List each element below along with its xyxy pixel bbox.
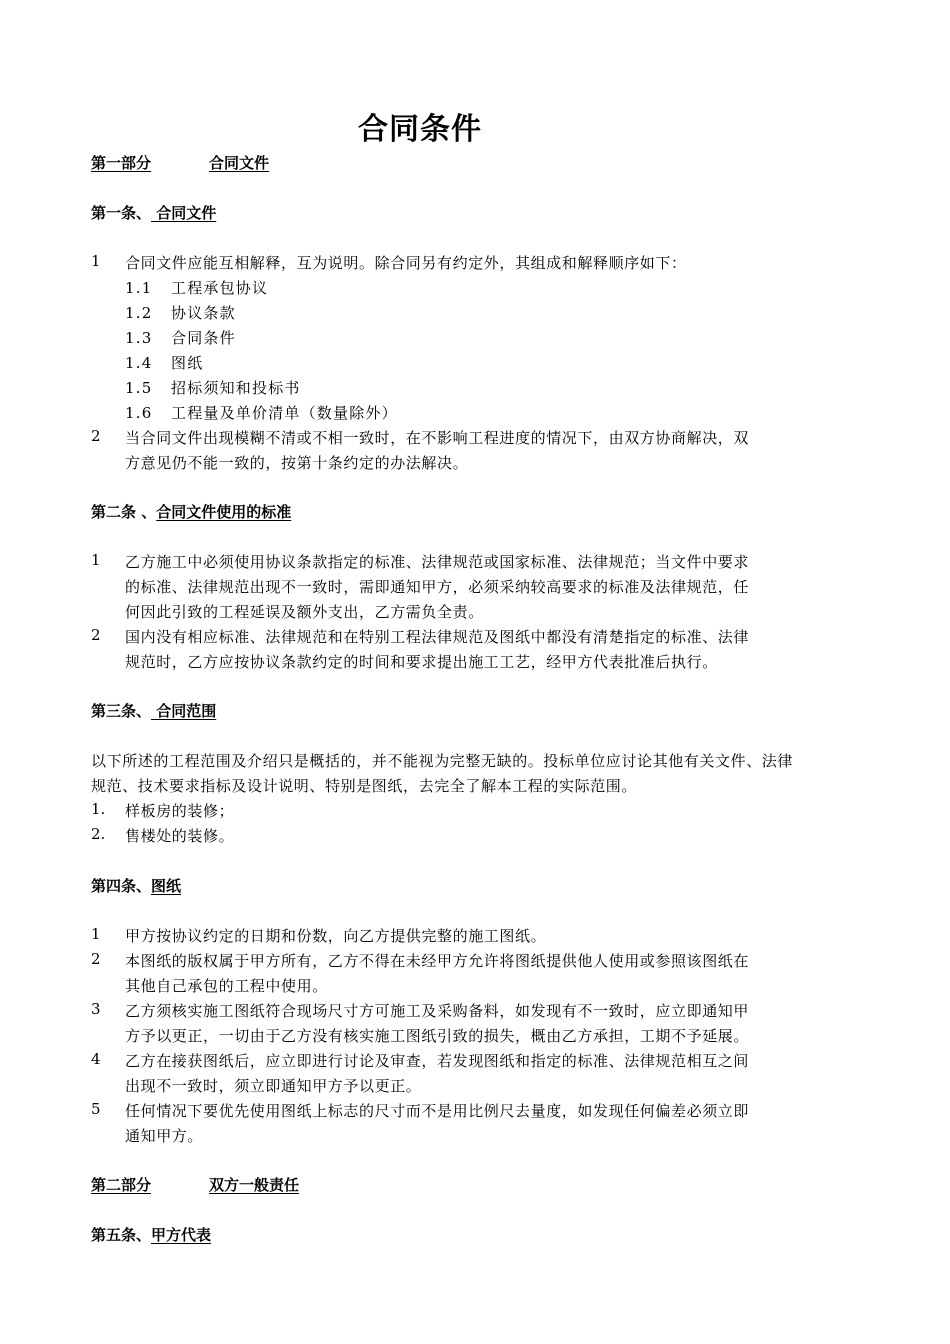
item-text: 样板房的装修； — [125, 802, 235, 820]
article-name: 甲方代表 — [151, 1226, 212, 1244]
article-heading — [91, 700, 216, 721]
item-number: 1 — [91, 925, 101, 943]
sub-item-number: 1.6 — [125, 404, 153, 422]
paragraph-line: 规范、技术要求指标及设计说明、特别是图纸，去完全了解本工程的实际范围。 — [91, 777, 638, 795]
sub-item-text: 合同条件 — [171, 329, 236, 347]
item-number: 4 — [91, 1050, 101, 1068]
item-text: 国内没有相应标准、法律规范和在特别工程法律规范及图纸中都没有清楚指定的标准、法律 — [125, 628, 750, 646]
item-number: 3 — [91, 1000, 101, 1018]
sub-item-text: 图纸 — [171, 354, 204, 372]
item-text: 乙方须核实施工图纸符合现场尺寸方可施工及采购备料，如发现有不一致时，应立即通知甲 — [125, 1002, 750, 1020]
item-text: 何因此引致的工程延误及额外支出，乙方需负全责。 — [125, 603, 484, 621]
sub-item-text: 工程量及单价清单（数量除外） — [171, 404, 398, 422]
sub-item-number: 1.1 — [125, 279, 153, 297]
item-number: 2 — [91, 626, 101, 644]
item-text: 其他自己承包的工程中使用。 — [125, 977, 328, 995]
article-heading — [91, 501, 291, 522]
sub-item-number: 1.3 — [125, 329, 153, 347]
article-label: 第二条 、 — [91, 503, 157, 521]
sub-item-text: 工程承包协议 — [171, 279, 269, 297]
sub-item — [125, 277, 268, 298]
paragraph-line: 以下所述的工程范围及介绍只是概括的，并不能视为完整无缺的。投标单位应讨论其他有关文件、法律 — [91, 752, 794, 770]
part-name: 合同文件 — [209, 154, 270, 172]
part-label: 第二部分 — [91, 1176, 152, 1194]
sub-item-text: 招标须知和投标书 — [171, 379, 301, 397]
article-name: 图纸 — [151, 877, 182, 895]
sub-item — [125, 377, 301, 398]
article-label: 第四条、 — [91, 877, 152, 895]
item-number: 5 — [91, 1100, 101, 1118]
article-label: 第五条、 — [91, 1226, 152, 1244]
item-text: 方意见仍不能一致的，按第十条约定的办法解决。 — [125, 454, 469, 472]
item-number: 2 — [91, 950, 101, 968]
article-heading — [91, 875, 181, 896]
document-title: 合同条件 — [358, 112, 482, 147]
article-name: 合同文件 — [151, 204, 217, 222]
article-heading — [91, 1224, 211, 1245]
part-heading — [91, 1174, 299, 1195]
item-number: 2. — [91, 825, 106, 843]
item-number: 1. — [91, 800, 106, 818]
item-text: 乙方在接获图纸后，应立即进行讨论及审查，若发现图纸和指定的标准、法律规范相互之间 — [125, 1052, 750, 1070]
item-text: 甲方按协议约定的日期和份数，向乙方提供完整的施工图纸。 — [125, 927, 547, 945]
item-number: 1 — [91, 252, 101, 270]
item-text: 任何情况下要优先使用图纸上标志的尺寸而不是用比例尺去量度，如发现任何偏差必须立即 — [125, 1102, 750, 1120]
item-text: 规范时，乙方应按协议条款约定的时间和要求提出施工工艺，经甲方代表批准后执行。 — [125, 653, 718, 671]
part-name: 双方一般责任 — [209, 1176, 300, 1194]
item-text: 当合同文件出现模糊不清或不相一致时，在不影响工程进度的情况下，由双方协商解决，双 — [125, 429, 750, 447]
sub-item — [125, 402, 398, 423]
sub-item-number: 1.5 — [125, 379, 153, 397]
item-text: 通知甲方。 — [125, 1127, 204, 1145]
item-text: 合同文件应能互相解释，互为说明。除合同另有约定外，其组成和解释顺序如下： — [125, 254, 687, 272]
sub-item — [125, 327, 236, 348]
article-name: 合同范围 — [151, 702, 217, 720]
item-text: 本图纸的版权属于甲方所有，乙方不得在未经甲方允许将图纸提供他人使用或参照该图纸在 — [125, 952, 750, 970]
item-text: 方予以更正，一切由于乙方没有核实施工图纸引致的损失，概由乙方承担，工期不予延展。 — [125, 1027, 750, 1045]
sub-item-number: 1.4 — [125, 354, 153, 372]
article-label: 第三条、 — [91, 702, 152, 720]
part-heading — [91, 152, 269, 173]
part-label: 第一部分 — [91, 154, 152, 172]
sub-item — [125, 352, 203, 373]
item-text: 乙方施工中必须使用协议条款指定的标准、法律规范或国家标准、法律规范；当文件中要求 — [125, 553, 750, 571]
item-text: 售楼处的装修。 — [125, 827, 235, 845]
item-number: 1 — [91, 551, 101, 569]
article-heading — [91, 202, 216, 223]
item-text: 的标准、法律规范出现不一致时，需即通知甲方，必须采纳较高要求的标准及法律规范，任 — [125, 578, 750, 596]
article-name: 合同文件使用的标准 — [156, 503, 292, 521]
sub-item-number: 1.2 — [125, 304, 153, 322]
article-label: 第一条、 — [91, 204, 152, 222]
item-number: 2 — [91, 427, 101, 445]
sub-item-text: 协议条款 — [171, 304, 236, 322]
item-text: 出现不一致时，须立即通知甲方予以更正。 — [125, 1077, 422, 1095]
sub-item — [125, 302, 236, 323]
